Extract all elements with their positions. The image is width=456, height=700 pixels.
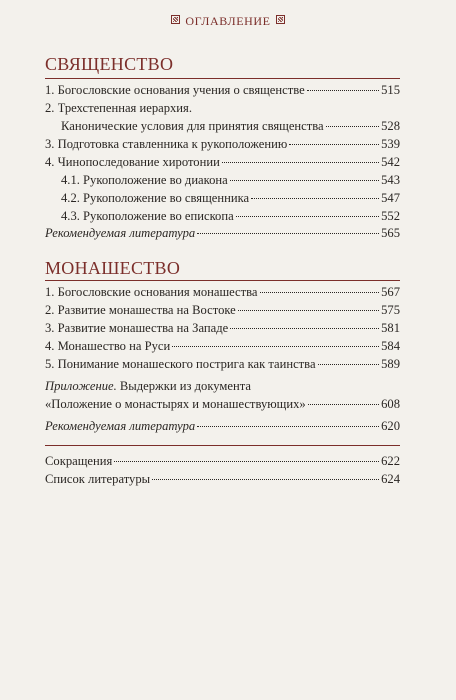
entry-page: 543 [381,173,400,187]
toc-literature [45,224,400,242]
appendix-title: Выдержки из документа [119,379,251,393]
entry-number: 4.2. [61,191,80,205]
toc-entry [45,355,400,373]
toc-entry [45,81,400,99]
toc-subentry [61,207,400,225]
entry-page: 622 [381,454,400,468]
toc-entry [45,301,400,319]
entry-title: Рукоположение во священника [83,191,250,205]
dot-leader [307,90,379,91]
toc-entry [45,283,400,301]
entry-title: Рекомендуемая литература [45,419,196,433]
section-title-priesthood: СВЯЩЕНСТВО [45,54,174,74]
dot-leader [197,233,379,234]
entry-title: Развитие монашества на Западе [57,321,229,335]
entry-title: Богословские основания учения о священстве [57,83,305,97]
entry-title: Богословские основания монашества [57,285,258,299]
entry-page: 575 [381,303,400,317]
entry-page: 620 [381,419,400,433]
entry-number: 2. [45,101,55,115]
entry-page: 567 [381,285,400,299]
toc-appendix [45,377,400,395]
entry-title: Канонические условия для принятия священства [61,119,324,133]
toc-entry [45,319,400,337]
dot-leader [222,162,379,163]
toc-entry [45,337,400,355]
entry-title: Список литературы [45,472,151,486]
ornament-square-icon [171,15,180,24]
entry-title: Монашество на Руси [57,339,171,353]
entry-number: 4.3. [61,209,80,223]
dot-leader [236,216,379,217]
ornament-square-icon [276,15,285,24]
entry-page: 624 [381,472,400,486]
toc-appendix-continuation [45,395,400,413]
dot-leader [260,292,380,293]
toc-entry [45,135,400,153]
entry-title: Трехстепенная иерархия. [57,101,192,115]
entry-title: Рукоположение во епископа [83,209,234,223]
entry-title: Рукоположение во диакона [83,173,228,187]
section-title-monasticism: МОНАШЕСТВО [45,258,181,278]
entry-page: 552 [381,209,400,223]
toc-subentry [61,171,400,189]
entry-number: 5. [45,357,55,371]
entry-title: Сокращения [45,454,113,468]
dot-leader [238,310,379,311]
entry-title: Подготовка ставленника к рукоположению [57,137,288,151]
appendix-label: Приложение. [45,379,117,393]
dot-leader [230,180,379,181]
section-rule [45,445,400,446]
toc-literature [45,417,400,435]
toc-entry-bibliography [45,470,400,488]
entry-title: Понимание монашеского пострига как таинства [57,357,316,371]
dot-leader [308,404,379,405]
dot-leader [114,461,379,462]
dot-leader [251,198,379,199]
entry-page: 584 [381,339,400,353]
section-rule [45,78,400,79]
entry-number: 3. [45,137,55,151]
entry-number: 4.1. [61,173,80,187]
entry-page: 565 [381,226,400,240]
dot-leader [172,346,379,347]
toc-entry [45,153,400,171]
entry-page: 581 [381,321,400,335]
entry-page: 608 [381,397,400,411]
section-rule [45,280,400,281]
entry-page: 542 [381,155,400,169]
entry-number: 3. [45,321,55,335]
appendix-title-line2: «Положение о монастырях и монашествующих» [45,397,306,411]
running-head [0,14,456,29]
entry-number: 2. [45,303,55,317]
entry-number: 1. [45,285,55,299]
dot-leader [197,426,379,427]
toc-entry-continuation [61,117,400,135]
entry-page: 547 [381,191,400,205]
entry-number: 4. [45,339,55,353]
dot-leader [230,328,379,329]
dot-leader [289,144,379,145]
entry-number: 4. [45,155,55,169]
entry-page: 539 [381,137,400,151]
entry-page: 515 [381,83,400,97]
dot-leader [326,126,379,127]
dot-leader [318,364,380,365]
entry-number: 1. [45,83,55,97]
entry-page: 528 [381,119,400,133]
entry-page: 589 [381,357,400,371]
dot-leader [152,479,379,480]
entry-title: Развитие монашества на Востоке [57,303,236,317]
entry-title: Рекомендуемая литература [45,226,196,240]
entry-title: Чинопоследование хиротонии [57,155,220,169]
toc-subentry [61,189,400,207]
toc-entry-abbreviations [45,452,400,470]
running-head-title: ОГЛАВЛЕНИЕ [185,14,271,28]
toc-entry [45,99,400,117]
